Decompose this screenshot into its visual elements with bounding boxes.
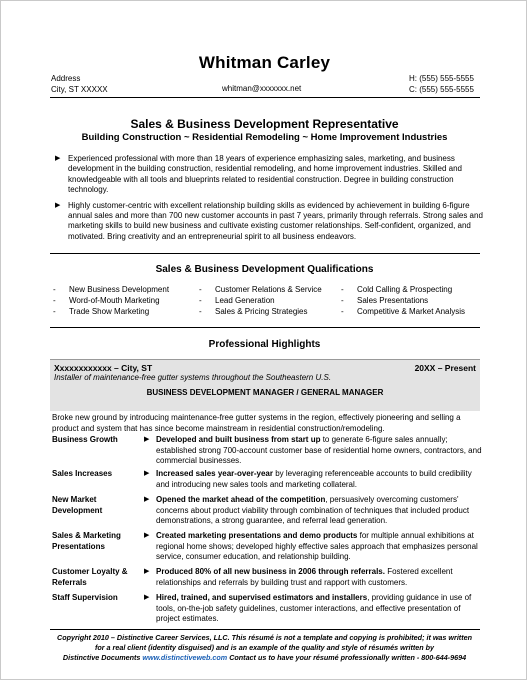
job-position: BUSINESS DEVELOPMENT MANAGER / GENERAL MANAGER [146, 388, 384, 397]
highlight-lead: Produced 80% of all new business in 2006 through referrals. [156, 567, 385, 576]
qualifications-heading: Sales & Business Development Qualifications [155, 264, 374, 275]
city-state-line: City, ST XXXXX [51, 85, 108, 94]
highlight-text [156, 495, 482, 527]
qualification-text: Trade Show Marketing [69, 306, 150, 316]
summary-bullet [53, 154, 483, 196]
highlight-label: Sales Increases [52, 469, 113, 478]
highlight-label: Staff Supervision [52, 593, 118, 602]
highlight-text [156, 469, 482, 490]
qualifications-column [53, 285, 195, 317]
qualification-text: Sales & Pricing Strategies [215, 306, 308, 316]
highlight-label: Business Growth [52, 435, 118, 444]
highlight-lead: Developed and built business from start up [156, 435, 321, 444]
highlight-text [156, 593, 482, 625]
highlight-lead: Hired, trained, and supervised estimators and installers [156, 593, 368, 602]
highlight-rest: to generate 6-figure sales annually; established strong 700-account customer base of residential home owners, contractors, and commercial businesses. [156, 435, 482, 466]
qualification-item: - New Business Development [53, 285, 170, 294]
bullet-arrow-icon: ▶ [144, 496, 150, 503]
footer-divider [50, 629, 480, 630]
header-divider [50, 97, 480, 98]
highlight-text [156, 567, 482, 588]
bullet-arrow-icon: ▶ [55, 201, 61, 209]
footer-line [1, 653, 528, 663]
footer-text: Distinctive Documents [62, 653, 143, 662]
summary-bullets [53, 154, 483, 247]
qualification-item: - Customer Relations & Service [199, 285, 322, 294]
cell-phone: C: (555) 555-5555 [409, 85, 474, 94]
resume-subtitle: Building Construction ~ Residential Remodeling ~ Home Improvement Industries [81, 132, 448, 143]
highlight-rest: for multiple annual exhibitions at regional home shows; developed highly effective sales approach that emphasizes personal service, consumer education, and relationship building. [156, 531, 478, 562]
resume-title: Sales & Business Development Representative [130, 117, 399, 131]
highlight-rest: Fostered excellent relationships and referrals by building trust and rapport with customers. [156, 567, 453, 587]
footer-line: for a real client (identity disguised) and is an example of the quality and style of résumés written by [94, 643, 435, 652]
qualification-text: Competitive & Market Analysis [357, 306, 466, 316]
qualification-text: Word-of-Mouth Marketing [69, 295, 160, 305]
summary-bullet [53, 201, 483, 243]
highlight-row [52, 567, 482, 588]
summary-bullet-text: Highly customer-centric with excellent relationship building skills as evidenced by achievement in building 6-figure annual sales and more than 700 new customer accounts in past 7 years, primarily through referrals. Strong sales and marketing skills to build new business and cultivate existing customer relationships. Self-confident, organized, and motivated. Bring creativity and an entrepreneurial spirit to all business endeavors. [68, 200, 483, 241]
candidate-name: Whitman Carley [198, 53, 331, 72]
qualification-text: Lead Generation [215, 295, 275, 305]
qualifications-list [53, 285, 483, 317]
website-link[interactable]: www.distinctiveweb.com [142, 653, 228, 662]
qualifications-divider [50, 327, 480, 328]
qualification-text: New Business Development [69, 285, 170, 294]
highlight-rest: , providing guidance in use of tools, on-the-job safety guidelines, customer interactions, and effective presentation of project estimates. [156, 593, 472, 624]
job-employer: Xxxxxxxxxxxx – City, ST [54, 363, 153, 373]
qualification-text: Sales Presentations [357, 295, 429, 305]
highlight-label: Sales & Marketing Presentations [52, 531, 121, 551]
qualification-item: - Sales Presentations [341, 295, 429, 305]
bullet-arrow-icon: ▶ [144, 470, 150, 477]
job-description: Installer of maintenance-free gutter systems throughout the Southeastern U.S. [54, 373, 332, 382]
highlight-label: Customer Loyalty & Referrals [52, 567, 128, 587]
job-dates: 20XX – Present [414, 363, 476, 373]
bullet-arrow-icon: ▶ [55, 155, 61, 162]
qualification-item: - Sales & Pricing Strategies [199, 306, 308, 316]
job-header [50, 359, 480, 411]
highlight-row [52, 593, 482, 625]
highlight-text [156, 435, 482, 467]
qualifications-column [195, 285, 341, 317]
footer-text: Contact us to have your résumé professionally written - 800-644-9694 [227, 653, 467, 662]
highlight-row [52, 435, 482, 467]
highlight-text [156, 531, 482, 563]
qualification-text: Cold Calling & Prospecting [357, 285, 453, 294]
highlight-row [52, 495, 482, 527]
footer-line: Copyright 2010 – Distinctive Career Services, LLC. This résumé is not a template and copying is prohibited; it was written [57, 633, 472, 642]
phone-block [409, 73, 474, 95]
summary-divider [50, 253, 480, 254]
highlights-heading: Professional Highlights [208, 339, 321, 350]
highlight-label: New Market Development [52, 495, 103, 515]
highlight-rest: , persuasively overcoming customers' concerns about product viability through combination of techniques that included product demonstrations, a strong guarantee, and referral lead generation. [156, 495, 470, 526]
qualification-item: - Lead Generation [199, 295, 275, 305]
highlight-rest: by leveraging referenceable accounts to build credibility and introducing new sales tools and marketing collateral. [156, 469, 472, 489]
highlight-lead: Opened the market ahead of the competition [156, 495, 326, 504]
highlight-lead: Created marketing presentations and demo products [156, 531, 358, 540]
copyright-footer [1, 633, 528, 663]
qualification-item: - Competitive & Market Analysis [341, 306, 466, 316]
qualification-item: - Cold Calling & Prospecting [341, 285, 453, 294]
bullet-arrow-icon: ▶ [144, 594, 150, 601]
bullet-arrow-icon: ▶ [144, 436, 150, 443]
highlight-row [52, 469, 482, 490]
email-address[interactable]: whitman@xxxxxxx.net [222, 84, 302, 93]
home-phone: H: (555) 555-5555 [409, 74, 474, 83]
qualifications-column [341, 285, 483, 317]
address-line: Address [51, 74, 81, 83]
qualification-item: - Trade Show Marketing [53, 306, 150, 316]
highlight-lead: Increased sales year-over-year [156, 469, 273, 478]
highlight-row [52, 531, 482, 563]
summary-bullet-text: Experienced professional with more than 18 years of experience emphasizing sales, marketing, and business development in the building construction, residential remodeling, and home improvement industries. Skilled and knowledgeable with all tools and blueprints related to residential construction. Degree in building construction technology. [68, 154, 462, 195]
qualification-item: - Word-of-Mouth Marketing [53, 295, 160, 305]
bullet-arrow-icon: ▶ [144, 568, 150, 575]
qualification-text: Customer Relations & Service [215, 285, 322, 294]
bullet-arrow-icon: ▶ [144, 532, 150, 539]
job-summary: Broke new ground by introducing maintenance-free gutter systems in the region, effectively pioneering and selling a product and system that has since become mainstream in residential construction/remodeling. [52, 413, 461, 433]
address-block [51, 73, 108, 95]
